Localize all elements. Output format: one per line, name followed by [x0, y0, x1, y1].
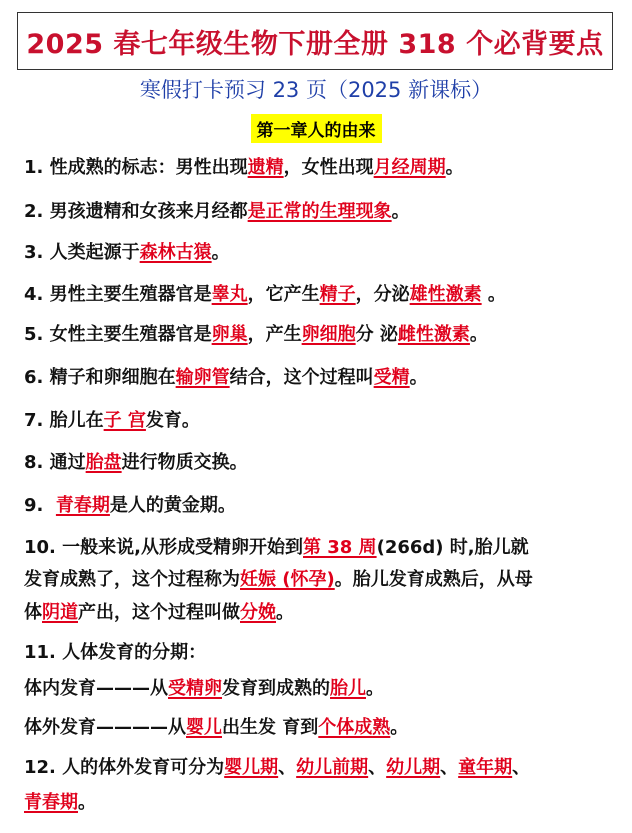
key-term: 卵细胞 — [301, 324, 356, 345]
text-segment: 、 — [440, 757, 459, 778]
chapter-heading: 第一章人的由来 — [251, 114, 382, 143]
text-segment: ，它产生 — [247, 284, 320, 305]
point-line — [24, 241, 614, 265]
text-segment: 。胎儿发育成熟后，从母 — [334, 569, 533, 590]
text-segment: 进行物质交换。 — [121, 452, 248, 473]
text-segment: 9. — [24, 495, 56, 516]
key-term: 青春期 — [24, 792, 78, 813]
text-segment: 分 泌 — [355, 324, 398, 345]
key-term: 雄性激素 — [409, 284, 482, 305]
text-segment: 11. 人体发育的分期： — [24, 642, 207, 663]
key-term: 精子 — [319, 284, 356, 305]
point-line — [24, 156, 614, 180]
text-segment: 发育。 — [145, 410, 200, 431]
text-segment: (266d) 时,胎儿就 — [376, 537, 529, 558]
key-term: 童年期 — [458, 757, 513, 778]
text-segment: 发育成熟了，这个过程称为 — [24, 569, 240, 590]
point-line — [24, 283, 614, 307]
text-segment: 发育到成熟的 — [222, 678, 330, 699]
key-term: 婴儿 — [186, 717, 222, 738]
point-line — [24, 494, 614, 518]
key-term: 是正常的生理现象 — [247, 201, 392, 222]
text-segment: 。 — [481, 284, 506, 305]
point-line — [24, 536, 614, 560]
text-segment: 。 — [390, 717, 409, 738]
point-line — [24, 323, 614, 347]
text-segment: 2. 男孩遗精和女孩来月经都 — [24, 201, 248, 222]
key-term: 妊娠 (怀孕) — [240, 569, 335, 590]
key-term: 第 38 周 — [303, 537, 377, 558]
text-segment: 。 — [276, 602, 294, 623]
point-line — [24, 791, 614, 815]
point-line — [24, 451, 614, 475]
point-line — [24, 601, 614, 625]
key-term: 幼儿前期 — [296, 757, 369, 778]
point-line — [24, 568, 614, 592]
text-segment: 产出，这个过程叫做 — [78, 602, 240, 623]
key-term: 胎盘 — [85, 452, 122, 473]
key-term: 婴儿期 — [224, 757, 279, 778]
key-term: 输卵管 — [175, 367, 230, 388]
text-segment: 是人的黄金期。 — [109, 495, 236, 516]
key-term: 分娩 — [240, 602, 276, 623]
text-segment: 10. 一般来说,从形成受精卵开始到 — [24, 537, 303, 558]
key-term: 受精 — [373, 367, 410, 388]
key-term: 幼儿期 — [386, 757, 441, 778]
key-term: 个体成熟 — [318, 717, 391, 738]
text-segment: 。 — [469, 324, 488, 345]
point-line — [24, 409, 614, 433]
key-term: 阴道 — [42, 602, 78, 623]
text-segment: 。 — [366, 678, 384, 699]
text-segment: 6. 精子和卵细胞在 — [24, 367, 176, 388]
point-line — [24, 200, 614, 224]
text-segment: 3. 人类起源于 — [24, 242, 140, 263]
point-line — [24, 677, 614, 701]
text-segment: 。 — [211, 242, 230, 263]
title-box — [17, 12, 613, 70]
key-term: 卵巢 — [211, 324, 248, 345]
key-term: 森林古猿 — [139, 242, 212, 263]
text-segment: 12. 人的体外发育可分为 — [24, 757, 225, 778]
point-line — [24, 756, 614, 780]
key-term: 遗精 — [247, 157, 284, 178]
key-term: 子 宫 — [103, 410, 146, 431]
page-subtitle: 寒假打卡预习 23 页（2025 新课标） — [139, 78, 493, 102]
text-segment: 8. 通过 — [24, 452, 86, 473]
text-segment: 4. 男性主要生殖器官是 — [24, 284, 212, 305]
text-segment: 出生发 育到 — [222, 717, 319, 738]
text-segment: 体 — [24, 602, 42, 623]
text-segment: ，分泌 — [355, 284, 410, 305]
page-title: 2025 春七年级生物下册全册 318 个必背要点 — [26, 28, 604, 60]
text-segment: 、 — [512, 757, 531, 778]
key-term: 胎儿 — [330, 678, 366, 699]
chapter-heading-wrap — [0, 114, 632, 143]
text-segment: ，女性出现 — [283, 157, 374, 178]
text-segment: 体内发育———从 — [24, 678, 168, 699]
text-segment: 结合，这个过程叫 — [229, 367, 374, 388]
key-term: 青春期 — [55, 495, 110, 516]
text-segment: 。 — [445, 157, 464, 178]
text-segment: ，产生 — [247, 324, 302, 345]
point-line — [24, 716, 614, 740]
text-segment: 。 — [78, 792, 96, 813]
point-line — [24, 641, 614, 665]
text-segment: 。 — [409, 367, 428, 388]
text-segment: 体外发育————从 — [24, 717, 186, 738]
point-line — [24, 366, 614, 390]
text-segment: 5. 女性主要生殖器官是 — [24, 324, 212, 345]
key-term: 雌性激素 — [397, 324, 470, 345]
text-segment: 1. 性成熟的标志：男性出现 — [24, 157, 248, 178]
text-segment: 、 — [368, 757, 387, 778]
text-segment: 7. 胎儿在 — [24, 410, 104, 431]
key-term: 月经周期 — [373, 157, 446, 178]
key-term: 受精卵 — [168, 678, 222, 699]
key-term: 睾丸 — [211, 284, 248, 305]
text-segment: 。 — [391, 201, 410, 222]
text-segment: 、 — [278, 757, 297, 778]
